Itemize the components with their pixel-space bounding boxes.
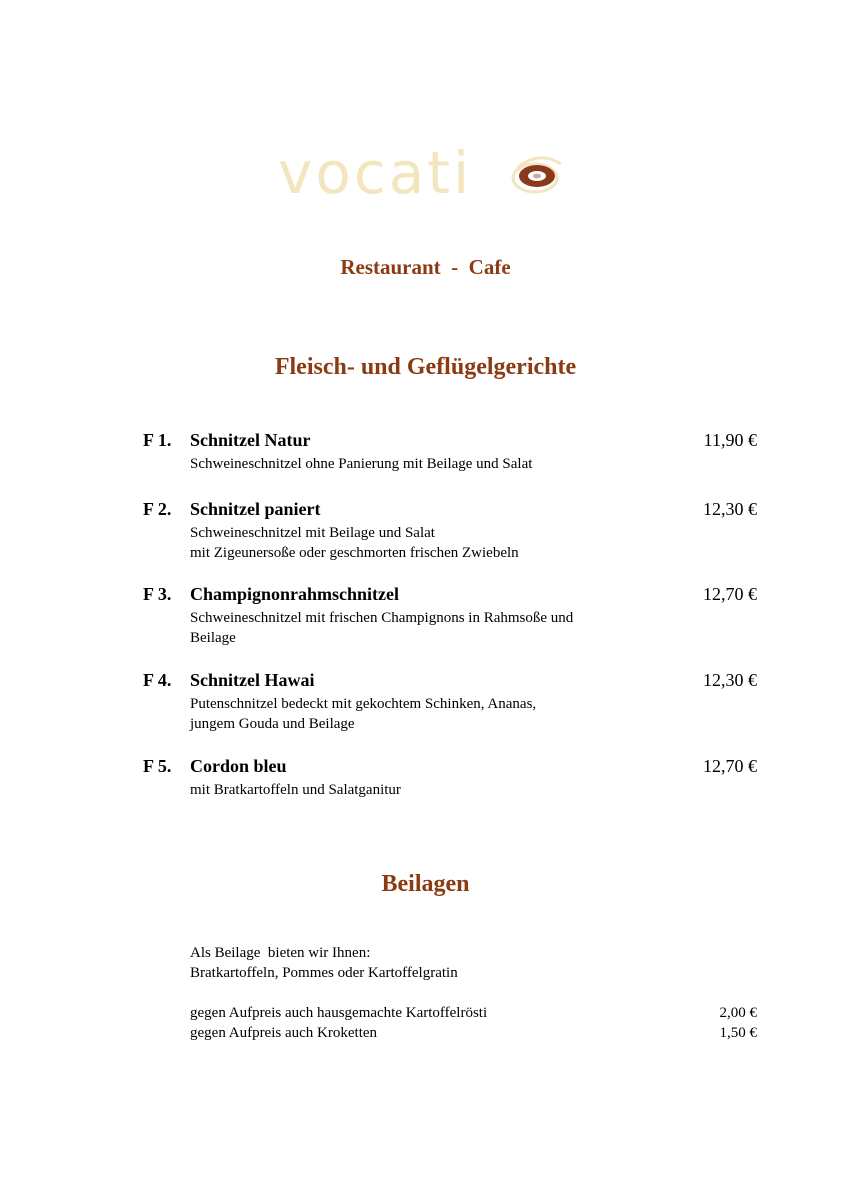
item-price: 12,30 € [703, 499, 757, 519]
item-name: Schnitzel Natur [190, 430, 311, 450]
item-number: F 4. [143, 670, 172, 690]
item-price: 11,90 € [703, 430, 757, 450]
item-price: 12,70 € [703, 756, 757, 776]
item-description [190, 523, 519, 563]
item-price: 12,30 € [703, 670, 757, 690]
item-description-line: Schweineschnitzel ohne Panierung mit Beilage und Salat [190, 456, 533, 472]
extra-price: 1,50 € [719, 1025, 757, 1041]
item-number: F 2. [143, 499, 172, 519]
item-number: F 5. [143, 756, 172, 776]
section-title-sides: Beilagen [381, 871, 470, 897]
item-price: 12,70 € [703, 584, 757, 604]
item-description-line: mit Bratkartoffeln und Salatganitur [190, 782, 401, 798]
sides-intro-line: Als Beilage bieten wir Ihnen: [190, 945, 371, 961]
item-name: Cordon bleu [190, 756, 287, 776]
extra-label: gegen Aufpreis auch hausgemachte Kartoffelrösti [190, 1005, 488, 1021]
sides-intro-line: Bratkartoffeln, Pommes oder Kartoffelgratin [190, 965, 458, 981]
item-description-line: Schweineschnitzel mit frischen Champignons in Rahmsoße und [190, 610, 574, 626]
logo-wordmark: vocati [278, 139, 473, 207]
extra-price: 2,00 € [719, 1005, 757, 1021]
item-description-line: Beilage [190, 630, 236, 646]
item-description [190, 608, 573, 648]
section-title-meat: Fleisch- und Geflügelgerichte [274, 354, 577, 380]
item-description-line: jungem Gouda und Beilage [190, 716, 355, 732]
extra-label: gegen Aufpreis auch Kroketten [190, 1025, 378, 1041]
item-name: Schnitzel Hawai [190, 670, 315, 690]
item-name: Schnitzel paniert [190, 499, 321, 519]
item-number: F 3. [143, 584, 172, 604]
item-description [190, 454, 532, 474]
item-description [190, 780, 401, 800]
item-number: F 1. [143, 430, 172, 450]
restaurant-subtitle: Restaurant - Cafe [340, 255, 511, 279]
item-description-line: mit Zigeunersoße oder geschmorten frischen Zwiebeln [190, 545, 519, 561]
item-description-line: Schweineschnitzel mit Beilage und Salat [190, 525, 435, 541]
item-description-line: Putenschnitzel bedeckt mit gekochtem Schinken, Ananas, [190, 696, 537, 712]
item-description [190, 694, 536, 734]
restaurant-logo [278, 138, 578, 208]
item-name: Champignonrahmschnitzel [190, 584, 400, 604]
swirl-o-icon [503, 148, 567, 200]
